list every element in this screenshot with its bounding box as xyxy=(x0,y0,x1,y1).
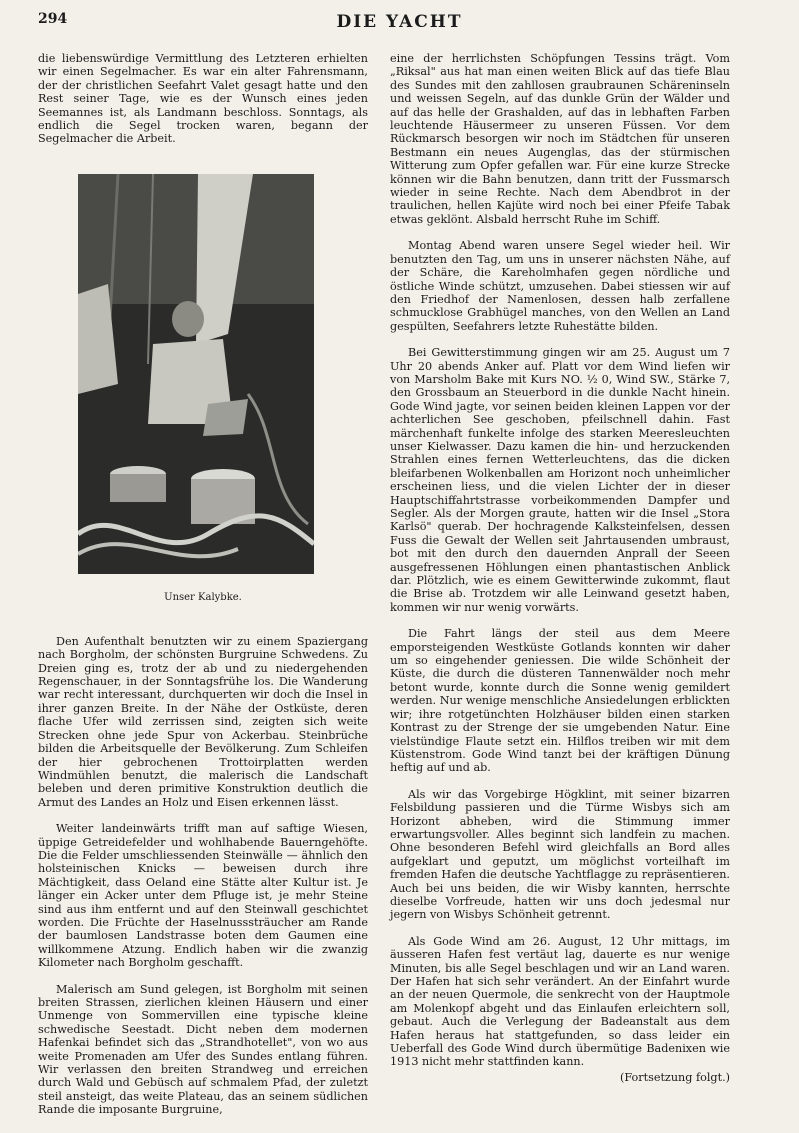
left-column xyxy=(38,52,368,1130)
paragraph: Die Fahrt längs der steil aus dem Meere emporsteigenden Westküste Gotlands konnten wir daher um so eingehender geniessen. Die wilde Schönheit der Küste, die durch die düsteren Tannenwälder noch mehr betont wurde, konnte durch die Sonne wenig gemildert werden. Nur wenige menschliche Ansiedelungen erblickten wir; ihre rotgetünchten Holzhäuser bilden einen starken Kontrast zu der Strenge der sie umgebenden Natur. Eine vielstündige Flaute setzt ein. Hilflos treiben wir mit dem Küstenstrom. Gode Wind tanzt bei der kräftigen Dünung heftig auf und ab. xyxy=(390,627,730,775)
right-column xyxy=(390,52,730,1084)
page-number: 294 xyxy=(38,11,68,27)
journal-title: DIE YACHT xyxy=(336,12,463,32)
figure xyxy=(78,174,314,574)
paragraph: die liebenswürdige Vermittlung des Letzteren erhielten wir einen Segelmacher. Es war ein alter Fahrensmann, der der christlichen Seefahrt Valet gesagt hatte und den Rest seiner Tage, wie es der Wunsch eines jeden Seemannes ist, als Landmann beschloss. Sonntags, als endlich die Segel trocken waren, begann der Segelmacher die Arbeit. xyxy=(38,52,368,146)
paragraph: Malerisch am Sund gelegen, ist Borgholm mit seinen breiten Strassen, zierlichen kleinen Häusern und einer Unmenge von Sommervillen eine typische kleine schwedische Seestadt. Dicht neben dem modernen Hafenkai befindet sich das „Strandhotellet", von wo aus weite Promenaden am Ufer des Sundes entlang führen. Wir verlassen den breiten Strandweg und erreichen durch Wald und Gebüsch auf schmalem Pfad, der zuletzt steil ansteigt, das weite Plateau, das an seinem südlichen Rande die imposante Burgruine, xyxy=(38,982,368,1117)
paragraph: Den Aufenthalt benutzten wir zu einem Spaziergang nach Borgholm, der schönsten Burgruine Schwedens. Zu Dreien ging es, trotz der ab und zu niedergehenden Regenschauer, in der Sonntagsfrühe los. Die Wanderung war recht interessant, durchquerten wir doch die Insel in ihrer ganzen Breite. In der Nähe der Ostküste, deren flache Ufer wild zerrissen sind, zeigten sich weite Strecken ohne jede Spur von Ackerbau. Steinbrüche bilden die Arbeitsquelle der Bevölkerung. Zum Schleifen der hier gebrochenen Trottoirplatten werden Windmühlen benutzt, die malerisch die Landschaft beleben und deren primitive Konstruktion deutlich die Armut des Landes an Holz und Eisen erkennen lässt. xyxy=(38,634,368,809)
paragraph: Weiter landeinwärts trifft man auf saftige Wiesen, üppige Getreidefelder und wohlhabende Bauerngehöfte. Die die Felder umschliessenden Steinwälle — ähnlich den holsteinischen Knicks — beweisen durch ihre Mächtigkeit, dass Oeland eine Stätte alter Kultur ist. Je länger ein Acker unter dem Pfluge ist, je mehr Steine sind aus ihm entfernt und auf den Steinwall geschichtet worden. Die Früchte der Haselnusssträucher am Rande der baumlosen Landstrasse boten dem Gaumen eine willkommene Atzung. Endlich haben wir die zwanzig Kilometer nach Borgholm geschafft. xyxy=(38,822,368,970)
paragraph: eine der herrlichsten Schöpfungen Tessins trägt. Vom „Riksal" aus hat man einen weiten Blick auf das tiefe Blau des Sundes mit den zahllosen graubraunen Schäreninseln und weissen Segeln, auf das dunkle Grün der Wälder und auf das helle der Grashalden, auf das in lebhaften Farben leuchtende Häusermeer zu unseren Füssen. Vor dem Rückmarsch besorgen wir noch im Städtchen für unseren Bestmann ein neues Augenglas, das der stürmischen Witterung zum Opfer gefallen war. Für eine kurze Strecke können wir die Bahn benutzen, dann tritt der Fussmarsch wieder in seine Rechte. Nach dem Abendbrot in der traulichen, hellen Kajüte wird noch bei einer Pfeife Tabak etwas geklönt. Alsbald herrscht Ruhe im Schiff. xyxy=(390,52,730,226)
paragraph: Als wir das Vorgebirge Högklint, mit seiner bizarren Felsbildung passieren und die Türme Wisbys sich am Horizont abheben, wird die Stimmung immer erwartungsvoller. Alles beginnt sich landfein zu machen. Ohne besonderen Befehl wird gleichfalls an Bord alles aufgeklart und geputzt, um möglichst vorteilhaft im fremden Hafen die deutsche Yachtflagge zu repräsentieren. Auch bei uns beiden, die wir Wisby kannten, herrschte dieselbe Vorfreude, hatten wir uns doch jedesmal nur jegern von Wisbys Schönheit getrennt. xyxy=(390,787,730,922)
continuation-note: (Fortsetzung folgt.) xyxy=(619,1070,730,1084)
paragraph: Als Gode Wind am 26. August, 12 Uhr mittags, im äusseren Hafen fest vertäut lag, dauerte es nur wenige Minuten, bis alle Segel beschlagen und wir an Land waren. Der Hafen hat sich sehr verändert. An der Einfahrt wurde an der neuen Quermole, die senkrecht von der Hauptmole am Molenkopf abgeht und das Einlaufen erleichtern soll, gebaut. Auch die Verlegung der Badeanstalt aus dem Hafen heraus hat stattgefunden, so dass leider ein Ueberfall des Gode Wind durch übermütige Badenixen wie 1913 nicht mehr stattfinden kann. xyxy=(390,934,730,1069)
paragraph: Bei Gewitterstimmung gingen wir am 25. August um 7 Uhr 20 abends Anker auf. Platt vor dem Wind liefen wir von Marsholm Bake mit Kurs NO. ½ 0, Wind SW., Stärke 7, den Grossbaum an Steuerbord in die dunkle Nacht hinein. Gode Wind jagte, vor seinen beiden kleinen Lappen vor der achterlichen See geschoben, pfeilschnell dahin. Fast märchenhaft funkelte infolge des starken Meeresleuchten unser Kielwasser. Dazu kamen die hin- und herzuckenden Strahlen eines fernen Wetterleuchtens, das die dicken bleifarbenen Wolkenballen am Horizont noch unheimlicher erscheinen liess, und die vielen Lichter der in dieser Hauptschiffahrtstrasse vorbeikommenden Dampfer und Segler. Als der Morgen graute, hatten wir die Insel „Stora Karlsö" querab. Der hochragende Kalksteinfelsen, dessen Fuss die Gewalt der Wellen seit Jahrtausenden umbraust, bot mit den durch den dauernden Anprall der Seeen ausgefressenen Höhlungen einen phantastischen Anblick dar. Plötzlich, wie es einem Gewitterwinde zukommt, flaut die Brise ab. Trotzdem wir alle Leinwand gesetzt haben, kommen wir nur wenig vorwärts. xyxy=(390,346,730,614)
photograph xyxy=(78,174,314,574)
figure-caption: Unser Kalybke. xyxy=(164,591,242,603)
paragraph: Montag Abend waren unsere Segel wieder heil. Wir benutzten den Tag, um uns in unserer nächsten Nähe, auf der Schäre, die Kareholmhafen gegen nördliche und östliche Winde schützt, umzusehen. Dabei stiessen wir auf den Friedhof der Namenlosen, dessen halb zerfallene schmucklose Grabhügel manches, von den Wellen an Land gespülten, Seefahrers letzte Ruhestätte bilden. xyxy=(390,239,730,333)
page-header xyxy=(0,0,799,40)
